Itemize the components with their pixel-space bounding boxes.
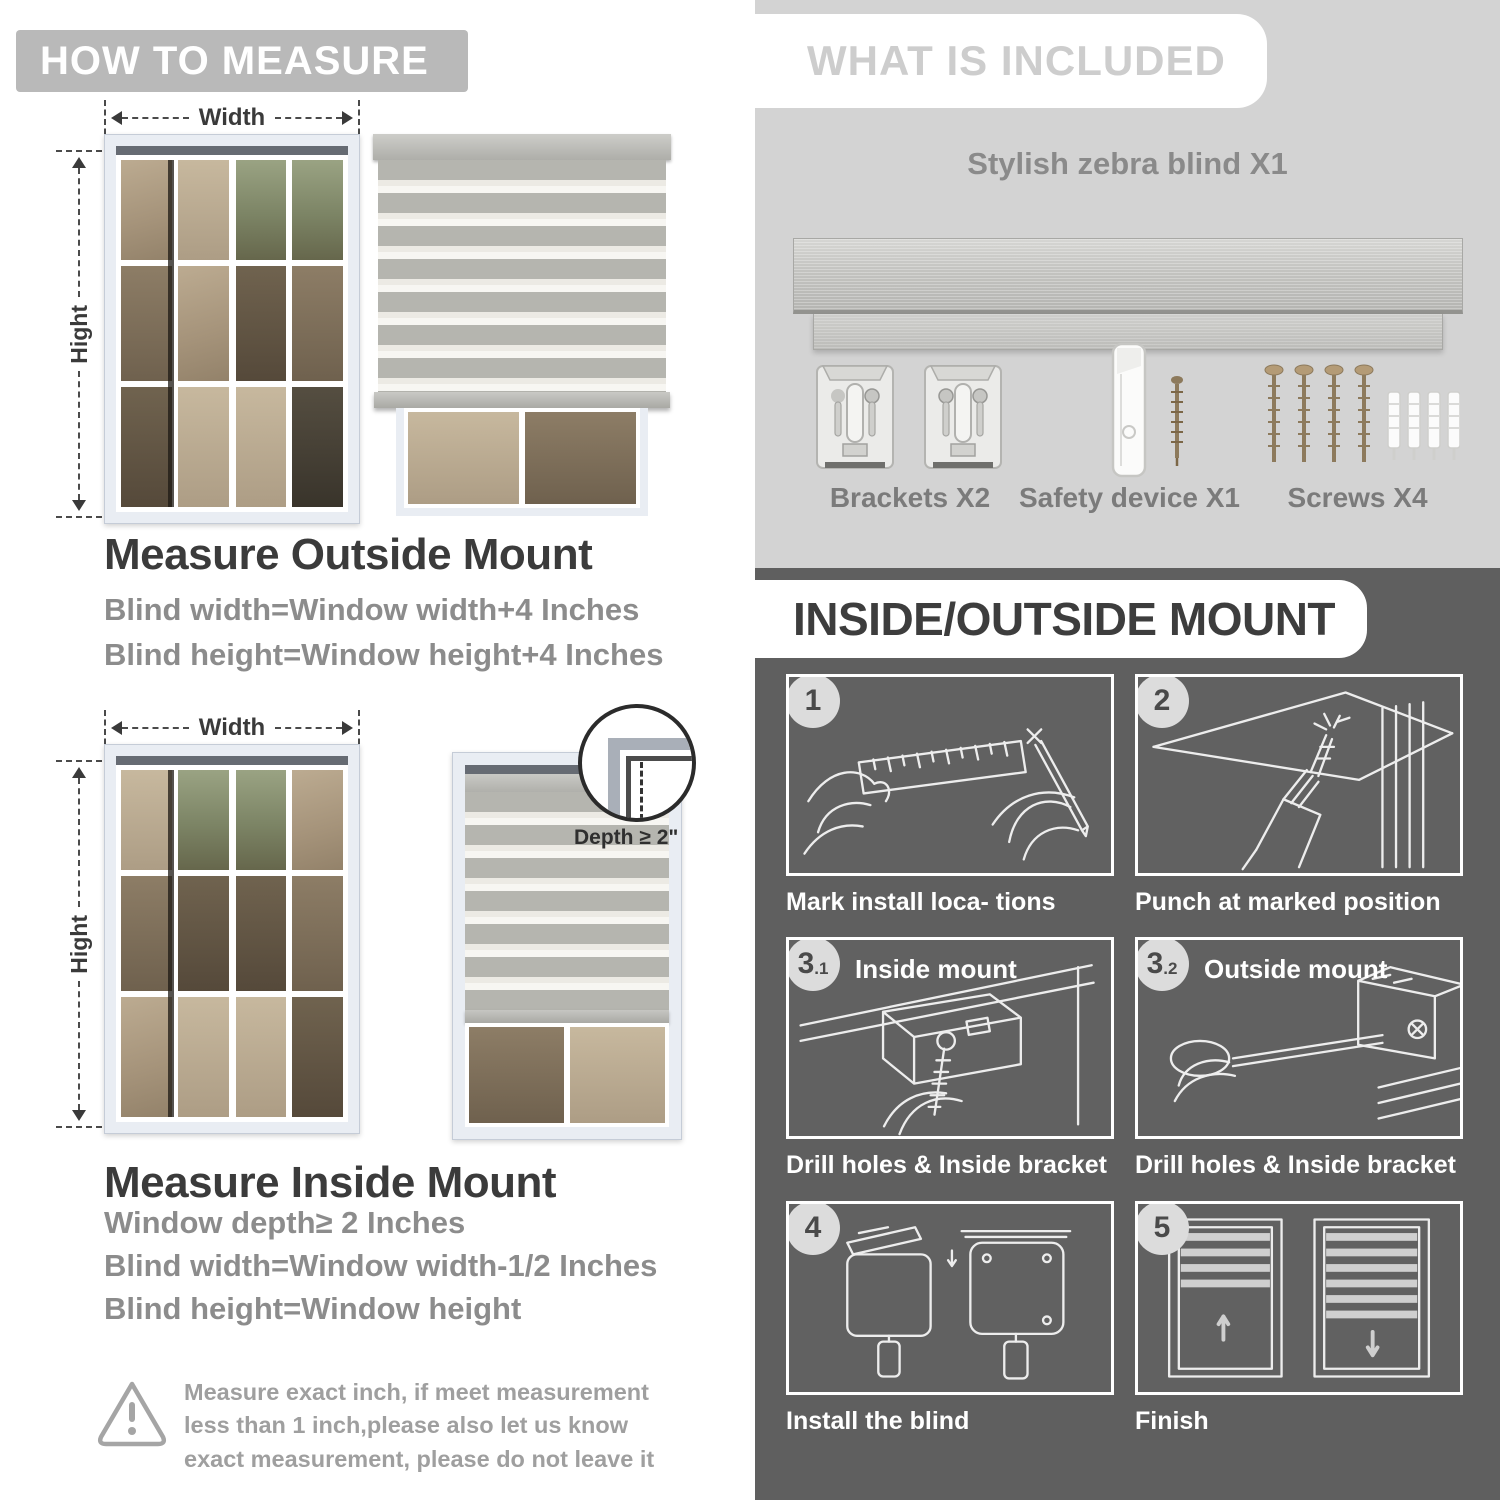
zebra-fabric <box>378 160 666 392</box>
arrow-right-icon <box>342 111 360 125</box>
step-caption: Finish <box>1135 1407 1209 1435</box>
width-arrow <box>104 106 360 130</box>
height-arrow <box>64 760 94 1128</box>
arrow-left-icon <box>104 111 122 125</box>
inside-outside-mount-title: INSIDE/OUTSIDE MOUNT <box>793 593 1336 645</box>
blind-item-label: Stylish zebra blind X1 <box>967 146 1288 181</box>
mount-steps-panel <box>755 568 1500 1500</box>
window-top-shadow <box>116 756 348 765</box>
window-sash <box>236 160 344 507</box>
outside-formula-height: Blind height=Window height+4 Inches <box>104 637 664 672</box>
item-label-safety-device: Safety device X1 <box>1018 482 1241 513</box>
height-arrow <box>64 150 94 518</box>
zebra-blind-bar <box>793 238 1463 314</box>
step-caption: Install the blind <box>786 1407 970 1435</box>
window-below-blind <box>465 1023 669 1127</box>
step-badge: 1 <box>786 674 840 728</box>
step-1 <box>786 674 1114 917</box>
step-badge: 4 <box>786 1201 840 1255</box>
inside-formula-height: Blind height=Window height <box>104 1291 522 1326</box>
step-4 <box>786 1201 1114 1436</box>
width-label: Width <box>198 104 266 131</box>
width-arrow <box>104 716 360 740</box>
step-3-1 <box>786 937 1114 1180</box>
window-top-shadow <box>116 146 348 155</box>
width-label: Width <box>198 714 266 741</box>
window-frame <box>104 744 360 1134</box>
step-badge: 3 .2 <box>1135 937 1189 991</box>
step-caption: Mark install loca- tions <box>786 888 1056 916</box>
window-below-blind <box>396 408 648 516</box>
step-box <box>1135 1201 1463 1395</box>
item-label-screws: Screws X4 <box>1287 482 1428 513</box>
inside-window-diagram <box>60 716 362 1134</box>
step-caption: Drill holes & Inside bracket <box>1135 1151 1456 1179</box>
step-inline-title: Inside mount <box>855 954 1017 984</box>
zebra-fabric <box>465 792 669 1010</box>
step-3-2 <box>1135 937 1463 1180</box>
height-label: Hight <box>65 304 92 364</box>
window-sash <box>121 160 229 507</box>
how-to-measure-header <box>16 30 468 92</box>
step-box <box>786 937 1114 1139</box>
screws-icon <box>1260 358 1460 476</box>
blind-headrail <box>373 134 671 160</box>
window-sash <box>121 770 229 1117</box>
arrow-up-icon <box>72 150 86 168</box>
arrow-right-icon <box>342 721 360 735</box>
window-sash <box>236 770 344 1117</box>
measure-inside-title: Measure Inside Mount <box>104 1158 557 1207</box>
arrow-down-icon <box>72 1110 86 1128</box>
arrow-down-icon <box>72 500 86 518</box>
step-inline-title: Outside mount <box>1204 954 1388 984</box>
window-frame <box>104 134 360 524</box>
step-caption: Drill holes & Inside bracket <box>786 1151 1107 1179</box>
step-box <box>1135 937 1463 1139</box>
how-to-measure-title: HOW TO MEASURE <box>40 39 429 83</box>
outside-mount-blind-diagram <box>378 134 666 516</box>
warning-text: Measure exact inch, if meet measurement less than 1 inch,please also let us know exact measurement, please do not leave it <box>184 1379 655 1472</box>
what-is-included-title: WHAT IS INCLUDED <box>807 37 1226 84</box>
depth-dashed-line <box>640 762 643 820</box>
reflection-detail <box>168 160 174 507</box>
measure-outside-title: Measure Outside Mount <box>104 530 593 579</box>
brackets-icon <box>811 360 1007 480</box>
blind-bottomrail <box>465 1010 669 1023</box>
step-badge: 2 <box>1135 674 1189 728</box>
outside-window-diagram <box>60 106 362 524</box>
step-box <box>1135 674 1463 876</box>
item-label-brackets: Brackets X2 <box>829 482 991 513</box>
inside-outside-mount-header <box>755 580 1367 658</box>
inside-formula-depth: Window depth≥ 2 Inches <box>104 1205 466 1240</box>
step-caption: Punch at marked position <box>1135 888 1441 916</box>
reflection-detail <box>168 770 174 1117</box>
blind-bottomrail <box>374 392 670 408</box>
step-2 <box>1135 674 1463 917</box>
outside-formula-width: Blind width=Window width+4 Inches <box>104 592 640 627</box>
what-is-included-header <box>755 14 1267 108</box>
what-is-included-panel <box>755 0 1500 568</box>
inside-formula-width: Blind width=Window width-1/2 Inches <box>104 1248 658 1283</box>
step-badge: 3 .1 <box>786 937 840 991</box>
frame-corner-inner <box>626 756 696 822</box>
depth-label: Depth ≥ 2" <box>574 826 679 849</box>
step-badge: 5 <box>1135 1201 1189 1255</box>
height-label: Hight <box>65 914 92 974</box>
step-box <box>786 674 1114 876</box>
warning-triangle-icon <box>94 1378 170 1448</box>
step-5 <box>1135 1201 1463 1436</box>
arrow-left-icon <box>104 721 122 735</box>
step-box <box>786 1201 1114 1395</box>
arrow-up-icon <box>72 760 86 778</box>
safety-device-icon <box>1085 340 1215 480</box>
depth-detail-circle <box>578 704 696 822</box>
